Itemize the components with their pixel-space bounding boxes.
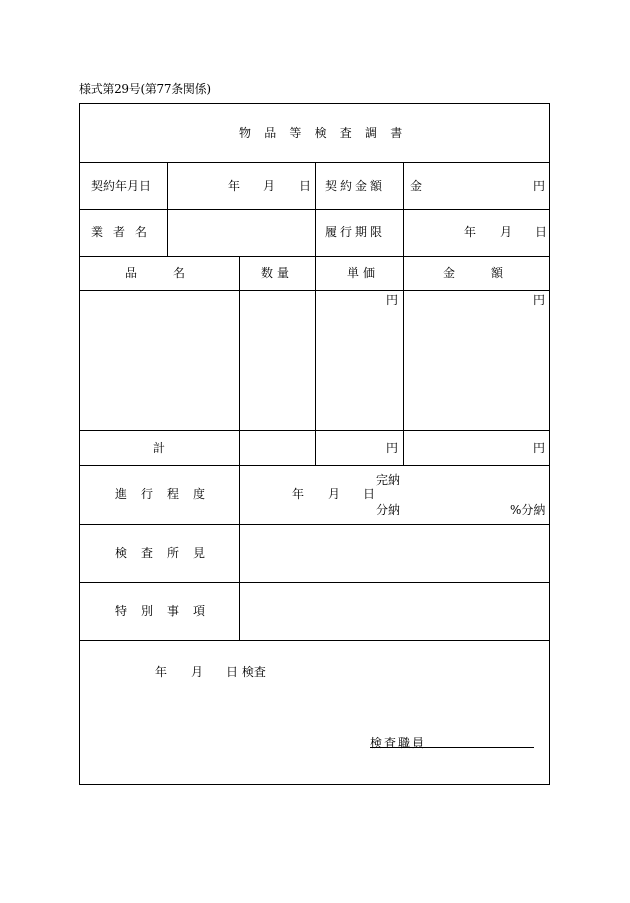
inspection-month: 月 bbox=[191, 665, 204, 679]
contract-date-year: 年 bbox=[228, 179, 241, 193]
divider bbox=[80, 582, 549, 583]
progress-year: 年 bbox=[292, 487, 305, 501]
header-amount: 金 額 bbox=[443, 266, 504, 280]
progress-label: 進行程度 bbox=[115, 487, 220, 501]
contract-date-month: 月 bbox=[263, 179, 276, 193]
remarks-label: 特別事項 bbox=[115, 604, 220, 618]
divider bbox=[239, 256, 240, 465]
deadline-day: 日 bbox=[535, 225, 548, 239]
complete-delivery: 完納 bbox=[376, 473, 401, 487]
amount-unit: 円 bbox=[533, 293, 546, 307]
amount-unit: 円 bbox=[533, 179, 546, 193]
divider bbox=[239, 465, 240, 640]
divider bbox=[315, 162, 316, 256]
inspector-label: 検査職員 bbox=[370, 736, 427, 750]
divider bbox=[80, 640, 549, 641]
header-item-name: 品 名 bbox=[125, 266, 186, 280]
inspection-day: 日 検査 bbox=[226, 665, 266, 679]
total-amount-unit: 円 bbox=[533, 441, 546, 455]
percent-partial-delivery: %分納 bbox=[510, 503, 546, 517]
deadline-month: 月 bbox=[500, 225, 513, 239]
deadline-year: 年 bbox=[464, 225, 477, 239]
findings-label: 検査所見 bbox=[115, 546, 220, 560]
total-unit-price-unit: 円 bbox=[386, 441, 399, 455]
divider bbox=[80, 465, 549, 466]
inspector-signature-line bbox=[370, 747, 534, 748]
header-quantity: 数量 bbox=[261, 266, 294, 280]
progress-month: 月 bbox=[328, 487, 341, 501]
divider bbox=[167, 162, 168, 256]
deadline-label: 履行期限 bbox=[325, 225, 386, 239]
inspection-year: 年 bbox=[155, 665, 168, 679]
divider bbox=[403, 256, 404, 465]
unit-price-unit: 円 bbox=[386, 293, 399, 307]
vendor-label: 業者名 bbox=[91, 225, 158, 239]
divider bbox=[403, 162, 404, 256]
progress-day: 日 bbox=[363, 487, 376, 501]
inspection-form-sheet bbox=[79, 103, 550, 785]
amount-prefix: 金 bbox=[410, 179, 423, 193]
contract-amount-label: 契約金額 bbox=[325, 179, 386, 193]
contract-date-label: 契約年月日 bbox=[91, 179, 152, 193]
total-label: 計 bbox=[153, 441, 166, 455]
contract-date-day: 日 bbox=[299, 179, 312, 193]
form-number-label: 様式第29号(第77条関係) bbox=[79, 82, 211, 96]
divider bbox=[315, 256, 316, 465]
divider bbox=[80, 524, 549, 525]
header-unit-price: 単価 bbox=[347, 266, 380, 280]
form-title: 物品等検査調書 bbox=[239, 126, 416, 140]
partial-delivery: 分納 bbox=[376, 503, 401, 517]
